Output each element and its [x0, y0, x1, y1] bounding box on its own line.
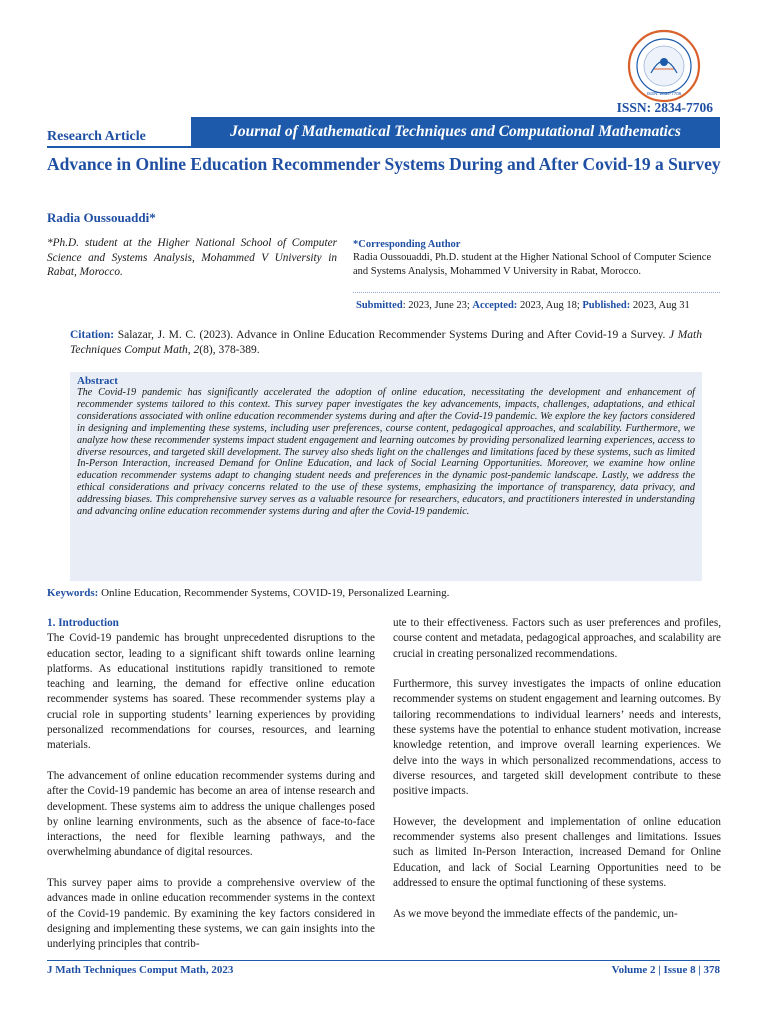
submitted-date: : 2023, June 23; — [402, 300, 473, 311]
journal-name-banner: Journal of Mathematical Techniques and Computational Mathematics — [191, 117, 720, 146]
paragraph: Furthermore, this survey investigates the impacts of online education recommender systems on student engagement and learning outcomes. By tailoring recommendations to individual learners’ needs and interests, these systems have the potential to enhance student motivation, increase knowledge retention, and improve overall learning experiences. We delve into the ways in which personalized recommendations, access to diverse resources, and targeted skill development contribute to these positive impacts. — [393, 678, 721, 798]
article-title: Advance in Online Education Recommender Systems During and After Covid-19 a Survey — [47, 154, 721, 174]
body-column-right — [393, 616, 721, 937]
author-affiliation: *Ph.D. student at the Higher National School of Computer Science and Systems Analysis, Mohammed V University in Rabat, Morocco. — [47, 237, 337, 278]
corresponding-author-heading: *Corresponding Author — [353, 239, 461, 250]
paragraph: However, the development and implementation of online education recommender systems also present challenges and limitations. Issues such as limited In-Person Interaction, increased Demand for Online Education, and lack of Social Learning Opportunities need to be addressed to ensure the optimal functioning of these systems. — [393, 815, 721, 890]
footer-page-info: Volume 2 | Issue 8 | 378 — [611, 964, 720, 976]
issn: ISSN: 2834-7706 — [616, 100, 713, 115]
paragraph: This survey paper aims to provide a comprehensive overview of the advances made in online education recommender systems in the context of the Covid-19 pandemic. By examining the key factors considered in designing and implementing these systems, we can gain insights into the underlying principles that contrib- — [47, 877, 375, 951]
corresponding-author-text: Radia Oussouaddi, Ph.D. student at the Higher National School of Computer Science and Systems Analysis, Mohammed V University in Rabat, Morocco. — [353, 252, 712, 277]
keywords-label: Keywords: — [47, 587, 99, 599]
body-column-left — [47, 616, 375, 968]
citation-pages: (8), 378-389. — [199, 344, 260, 356]
svg-text:ISSN: 2834-7706: ISSN: 2834-7706 — [646, 91, 682, 96]
citation-label: Citation: — [70, 329, 115, 341]
paragraph: The Covid-19 pandemic has brought unprecedented disruptions to the education sector, leading to a significant shift towards online learning platforms. As educational institutions rapidly transitioned to remote teaching and learning, the demand for effective online education recommender systems has soared. These recommender systems play a crucial role in supporting students’ learning experiences by providing personalized recommendations for courses, resources, and learning materials. — [47, 632, 375, 752]
citation-journal: J Math Techniques Comput Math, 2 — [70, 329, 702, 356]
abstract-text: The Covid-19 pandemic has significantly accelerated the adoption of online education, necessitating the development and enhancement of recommender systems tailored to this context. This survey paper investigates the key advancements, impacts, challenges, adaptations, and ethical considerations associated with online education recommender systems during and after the Covid-19 pandemic. We explore the key factors considered in designing and implementing these systems, including user preferences, course content, pedagogical approaches, and scalability. Furthermore, we analyze how these recommender systems impact student engagement and learning outcomes by providing personalized learning experiences, access to diverse resources, and targeted skill development. The survey also sheds light on the challenges and limitations faced by these systems, such as limited In-Person Interaction, increased Demand for Online Education, and lack of Social Learning Opportunities. Moreover, we examine how online education recommender systems adapt to changing student needs and preferences in the dynamic post-pandemic landscape. Lastly, we address the ethical considerations and privacy concerns related to the use of these systems, emphasizing the importance of transparency, data privacy, and addressing biases. This comprehensive survey serves as a valuable resource for researchers, educators, and practitioners interested in understanding and advancing online education recommender systems during and after the Covid-19 pandemic. — [77, 387, 695, 518]
published-label: Published: — [582, 300, 631, 311]
author-name: Radia Oussouaddi* — [47, 210, 156, 225]
published-date: 2023, Aug 31 — [630, 300, 690, 311]
divider — [353, 292, 720, 293]
paragraph: The advancement of online education recommender systems during and after the Covid-19 pandemic has become an area of intense research and development. These systems aim to address the unique challenges posed by online learning environments, such as the absence of face-to-face interactions, the need for flexible learning pathways, and the overwhelming abundance of digital resources. — [47, 769, 375, 859]
footer-journal: J Math Techniques Comput Math, 2023 — [47, 964, 234, 976]
article-dates — [356, 300, 690, 311]
accepted-date: 2023, Aug 18; — [517, 300, 583, 311]
paragraph: ute to their effectiveness. Factors such as user preferences and profiles, course content and metadata, pedagogical approaches, and scalability are crucial in creating personalized recommendations. — [393, 617, 721, 660]
corresponding-author-box — [353, 239, 720, 279]
submitted-label: Submitted — [356, 300, 403, 311]
footer-rule — [47, 960, 720, 961]
keywords — [47, 587, 449, 599]
abstract-box — [70, 372, 702, 581]
citation — [70, 328, 702, 358]
header-rule — [47, 146, 720, 148]
abstract-heading: Abstract — [77, 375, 118, 387]
citation-text: Salazar, J. M. C. (2023). Advance in Online Education Recommender Systems During and After Covid-19 a Survey. — [114, 329, 669, 341]
paragraph: As we move beyond the immediate effects of the pandemic, un- — [393, 907, 678, 920]
keywords-text: Online Education, Recommender Systems, COVID-19, Personalized Learning. — [98, 587, 450, 599]
accepted-label: Accepted: — [472, 300, 518, 311]
journal-seal-logo — [627, 29, 701, 103]
section-heading: 1. Introduction — [47, 617, 119, 629]
article-type: Research Article — [47, 129, 146, 144]
